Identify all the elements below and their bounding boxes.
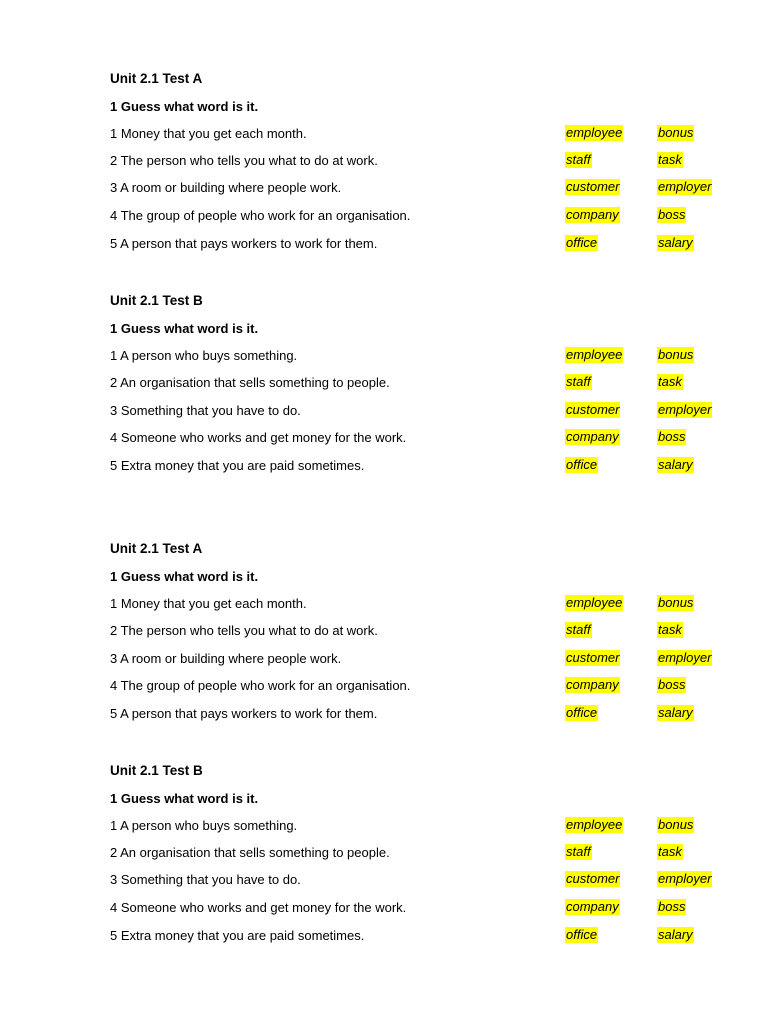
answer-option-highlighted: company — [566, 899, 619, 914]
question-text: 3 Something that you have to do. — [110, 403, 301, 418]
question-text: 4 Someone who works and get money for the work. — [110, 430, 407, 445]
answer-option-highlighted: staff — [566, 622, 591, 637]
answer-option-highlighted: employer — [658, 650, 712, 665]
test-instruction: 1 Guess what word is it. — [110, 99, 259, 114]
question-row — [110, 347, 730, 367]
answer-option-highlighted: task — [658, 374, 682, 389]
test-instruction: 1 Guess what word is it. — [110, 791, 259, 806]
answer-option-highlighted: company — [566, 207, 619, 222]
question-text: 2 An organisation that sells something to people. — [110, 845, 390, 860]
question-row — [110, 871, 730, 891]
answer-option-highlighted: employee — [566, 347, 623, 362]
question-text: 3 A room or building where people work. — [110, 180, 342, 195]
test-title: Unit 2.1 Test A — [110, 71, 203, 86]
answer-option-highlighted: office — [566, 457, 598, 472]
answer-option-highlighted: employer — [658, 402, 712, 417]
answer-option-highlighted: salary — [658, 705, 693, 720]
question-text: 2 The person who tells you what to do at work. — [110, 153, 378, 168]
question-row — [110, 622, 730, 642]
question-text: 2 The person who tells you what to do at work. — [110, 623, 378, 638]
answer-option-highlighted: boss — [658, 207, 686, 222]
question-row — [110, 677, 730, 697]
answer-option-highlighted: customer — [566, 650, 620, 665]
question-row — [110, 207, 730, 227]
question-text: 3 Something that you have to do. — [110, 872, 301, 887]
question-text: 3 A room or building where people work. — [110, 651, 342, 666]
answer-option-highlighted: bonus — [658, 595, 694, 610]
question-text: 5 Extra money that you are paid sometimes. — [110, 458, 365, 473]
question-row — [110, 650, 730, 670]
answer-option-highlighted: office — [566, 927, 598, 942]
answer-option-highlighted: bonus — [658, 125, 694, 140]
answer-option-highlighted: salary — [658, 457, 693, 472]
question-text: 5 A person that pays workers to work for them. — [110, 236, 378, 251]
question-text: 5 A person that pays workers to work for them. — [110, 706, 378, 721]
question-row — [110, 457, 730, 477]
answer-option-highlighted: company — [566, 429, 619, 444]
question-row — [110, 402, 730, 422]
question-row — [110, 235, 730, 255]
answer-option-highlighted: employer — [658, 179, 712, 194]
question-text: 4 Someone who works and get money for the work. — [110, 900, 407, 915]
question-text: 1 A person who buys something. — [110, 348, 298, 363]
answer-option-highlighted: task — [658, 844, 682, 859]
answer-option-highlighted: staff — [566, 374, 591, 389]
question-row — [110, 844, 730, 864]
question-text: 5 Extra money that you are paid sometimes. — [110, 928, 365, 943]
answer-option-highlighted: staff — [566, 152, 591, 167]
answer-option-highlighted: staff — [566, 844, 591, 859]
question-row — [110, 817, 730, 837]
answer-option-highlighted: task — [658, 152, 682, 167]
test-title: Unit 2.1 Test B — [110, 293, 203, 308]
question-row — [110, 899, 730, 919]
answer-option-highlighted: office — [566, 235, 598, 250]
answer-option-highlighted: company — [566, 677, 619, 692]
question-text: 1 Money that you get each month. — [110, 596, 307, 611]
answer-option-highlighted: bonus — [658, 347, 694, 362]
test-instruction: 1 Guess what word is it. — [110, 321, 259, 336]
answer-option-highlighted: employer — [658, 871, 712, 886]
answer-option-highlighted: customer — [566, 402, 620, 417]
answer-option-highlighted: salary — [658, 927, 693, 942]
question-row — [110, 595, 730, 615]
question-text: 2 An organisation that sells something to people. — [110, 375, 390, 390]
question-row — [110, 927, 730, 947]
answer-option-highlighted: boss — [658, 677, 686, 692]
question-text: 1 Money that you get each month. — [110, 126, 307, 141]
answer-option-highlighted: office — [566, 705, 598, 720]
question-text: 1 A person who buys something. — [110, 818, 298, 833]
question-row — [110, 705, 730, 725]
answer-option-highlighted: customer — [566, 179, 620, 194]
answer-option-highlighted: bonus — [658, 817, 694, 832]
answer-option-highlighted: task — [658, 622, 682, 637]
answer-option-highlighted: salary — [658, 235, 693, 250]
question-row — [110, 179, 730, 199]
answer-option-highlighted: boss — [658, 429, 686, 444]
question-row — [110, 125, 730, 145]
answer-option-highlighted: customer — [566, 871, 620, 886]
test-title: Unit 2.1 Test A — [110, 541, 203, 556]
answer-option-highlighted: employee — [566, 125, 623, 140]
test-instruction: 1 Guess what word is it. — [110, 569, 259, 584]
answer-option-highlighted: employee — [566, 595, 623, 610]
question-text: 4 The group of people who work for an organisation. — [110, 208, 411, 223]
answer-option-highlighted: boss — [658, 899, 686, 914]
test-title: Unit 2.1 Test B — [110, 763, 203, 778]
answer-option-highlighted: employee — [566, 817, 623, 832]
question-row — [110, 374, 730, 394]
question-text: 4 The group of people who work for an organisation. — [110, 678, 411, 693]
question-row — [110, 429, 730, 449]
question-row — [110, 152, 730, 172]
